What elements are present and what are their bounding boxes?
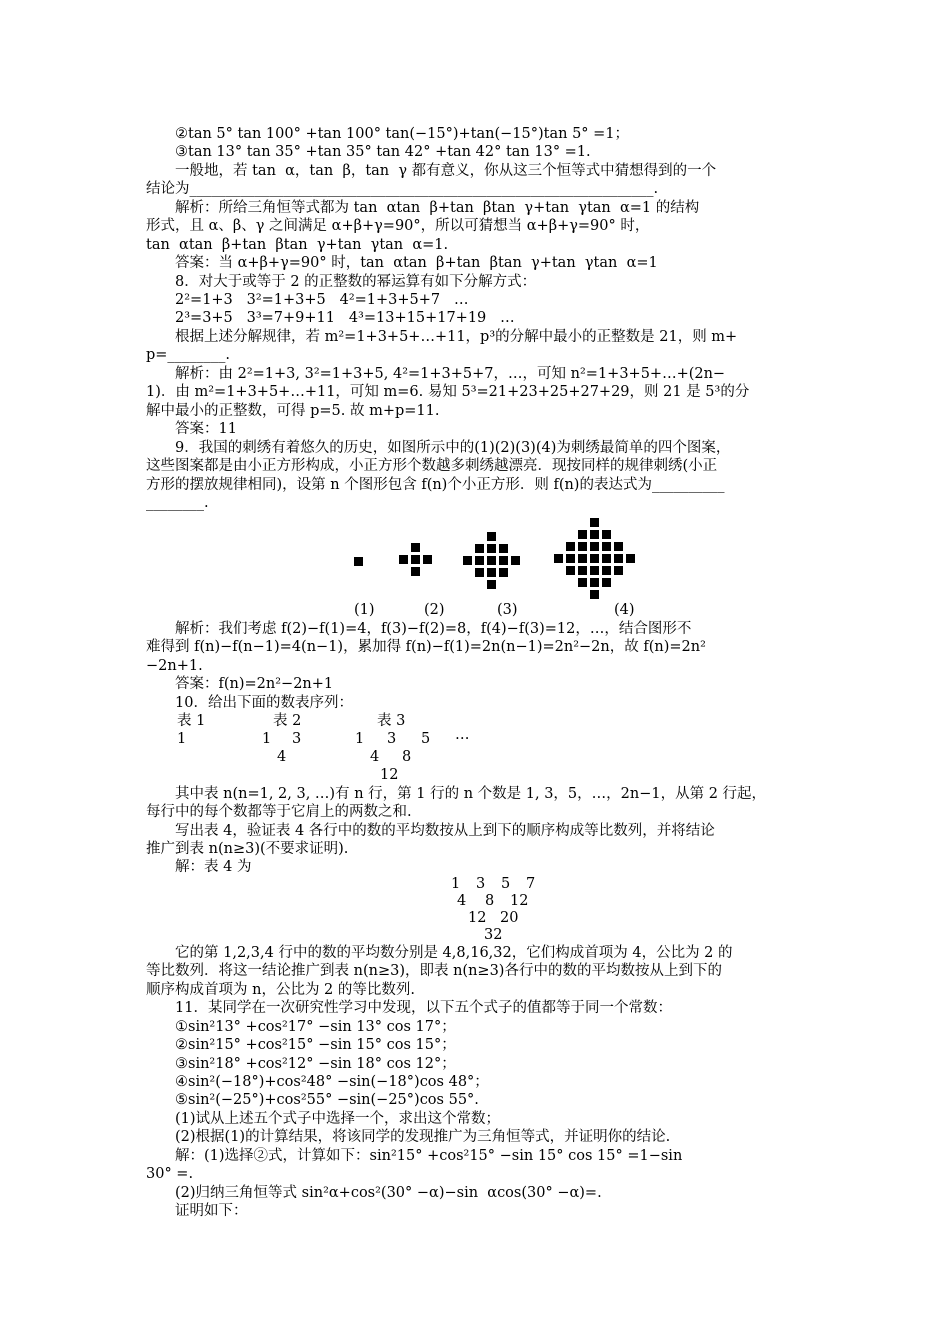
pattern-square	[487, 580, 496, 589]
table-cell: 20	[500, 910, 519, 926]
table-cell: 4	[457, 893, 467, 909]
text-line: 2²=1+3 3²=1+3+5 4²=1+3+5+7 …	[175, 292, 469, 308]
table-cell: 4	[277, 749, 287, 765]
pattern-square	[578, 554, 587, 563]
pattern-square	[499, 556, 508, 565]
pattern-square	[423, 555, 432, 564]
table-cell: 12	[380, 767, 399, 783]
table-cell: 1	[451, 876, 461, 892]
text-line: 30° =.	[146, 1166, 194, 1182]
text-line: 顺序构成首项为 n，公比为 2 的等比数列.	[146, 982, 415, 998]
text-line: 等比数列．将这一结论推广到表 n(n≥3)，即表 n(n≥3)各行中的数的平均数按从上到下的	[146, 963, 722, 979]
pattern-square	[590, 542, 599, 551]
pattern-square	[590, 530, 599, 539]
text-line: tan αtan β+tan βtan γ+tan γtan α=1.	[146, 237, 449, 253]
text-line: 2³=3+5 3³=7+9+11 4³=13+15+17+19 …	[175, 310, 515, 326]
formula-line: ⑤sin²(−25°)+cos²55° −sin(−25°)cos 55°.	[175, 1092, 479, 1108]
text-line: 其中表 n(n=1, 2, 3, …)有 n 行，第 1 行的 n 个数是 1, 3，5，…，2n−1，从第 2 行起，	[175, 786, 767, 802]
text-line: 方形的摆放规律相同)，设第 n 个图形包含 f(n)个小正方形．则 f(n)的表达式为__________	[146, 477, 725, 493]
pattern-square	[475, 544, 484, 553]
pattern-square	[578, 578, 587, 587]
text-line: 写出表 4，验证表 4 各行中的数的平均数按从上到下的顺序构成等比数列，并将结论	[175, 823, 715, 839]
text-line: 解：(1)选择②式，计算如下：sin²15° +cos²15° −sin 15° cos 15° =1−sin	[175, 1148, 683, 1164]
pattern-square	[487, 532, 496, 541]
formula-line: ①sin²13° +cos²17° −sin 13° cos 17°；	[175, 1019, 456, 1035]
pattern-square	[554, 554, 563, 563]
pattern-square	[578, 566, 587, 575]
pattern-square	[590, 578, 599, 587]
pattern-square	[487, 544, 496, 553]
pattern-square	[511, 556, 520, 565]
text-line: 解：表 4 为	[175, 859, 252, 875]
pattern-square	[566, 554, 575, 563]
text-line: 一般地，若 tan α，tan β，tan γ 都有意义，你从这三个恒等式中猜想得到的一个	[175, 163, 717, 179]
pattern-square	[578, 530, 587, 539]
pattern-square	[411, 555, 420, 564]
text-line: 解析：由 2²=1+3, 3²=1+3+5, 4²=1+3+5+7，…，可知 n²=1+3+5+…+(2n−	[175, 366, 726, 382]
pattern-square	[590, 554, 599, 563]
pattern-square	[590, 590, 599, 599]
text-line: 根据上述分解规律，若 m²=1+3+5+…+11，p³的分解中最小的正整数是 21，则 m+	[175, 329, 738, 345]
table-cell: 8	[402, 749, 412, 765]
text-line: p=________.	[146, 347, 231, 363]
pattern-square	[499, 568, 508, 577]
text-line: 形式，且 α、β、γ 之间满足 α+β+γ=90°，所以可猜想当 α+β+γ=90° 时，	[146, 218, 650, 234]
pattern-square	[354, 557, 363, 566]
table-cell: 1	[355, 731, 365, 747]
table-cell: 1	[177, 731, 187, 747]
pattern-square	[499, 544, 508, 553]
text-line: 这些图案都是由小正方形构成，小正方形个数越多刺绣越漂亮．现按同样的规律刺绣(小正	[146, 458, 718, 474]
question-11: 11．某同学在一次研究性学习中发现，以下五个式子的值都等于同一个常数：	[175, 1000, 672, 1016]
text-line: (2)归纳三角恒等式 sin²α+cos²(30° −α)−sin αcos(30° −α)=.	[175, 1185, 602, 1201]
table-cell: 5	[421, 731, 431, 747]
pattern-square	[614, 542, 623, 551]
table-header: 表 2	[273, 713, 302, 729]
pattern-square	[463, 556, 472, 565]
text-line: 1)．由 m²=1+3+5+…+11，可知 m=6. 易知 5³=21+23+25+27+29，则 21 是 5³的分	[146, 384, 750, 400]
pattern-square	[602, 554, 611, 563]
formula-line: ②sin²15° +cos²15° −sin 15° cos 15°；	[175, 1037, 456, 1053]
table-cell: 32	[484, 927, 503, 943]
table-cell: 3	[387, 731, 397, 747]
figure-caption: (2)	[424, 602, 445, 618]
table-header: 表 1	[177, 713, 206, 729]
pattern-square	[578, 542, 587, 551]
pattern-square	[487, 556, 496, 565]
table-cell: 5	[501, 876, 511, 892]
text-line: 推广到表 n(n≥3)(不要求证明).	[146, 841, 349, 857]
pattern-square	[399, 555, 408, 564]
table-ellipsis: …	[455, 727, 470, 743]
table-cell: 8	[485, 893, 495, 909]
pattern-square	[602, 530, 611, 539]
text-line: (1)试从上述五个式子中选择一个，求出这个常数；	[175, 1111, 501, 1127]
figure-caption: (4)	[614, 602, 635, 618]
text-line: 解析：我们考虑 f(2)−f(1)=4，f(3)−f(2)=8，f(4)−f(3)=12，…，结合图形不	[175, 621, 692, 637]
pattern-square	[475, 568, 484, 577]
text-line: 答案：11	[175, 421, 237, 437]
text-line: 结论为________________________________________________________________.	[146, 181, 659, 197]
text-line: 难得到 f(n)−f(n−1)=4(n−1)，累加得 f(n)−f(1)=2n(n−1)=2n²−2n，故 f(n)=2n²	[146, 639, 706, 655]
table-cell: 7	[526, 876, 536, 892]
pattern-square	[566, 542, 575, 551]
pattern-square	[590, 518, 599, 527]
text-line: 解中最小的正整数，可得 p=5. 故 m+p=11.	[146, 403, 440, 419]
pattern-square	[411, 543, 420, 552]
text-line: ________.	[146, 495, 209, 511]
pattern-square	[602, 542, 611, 551]
text-line: (2)根据(1)的计算结果，将该同学的发现推广为三角恒等式，并证明你的结论.	[175, 1129, 671, 1145]
pattern-square	[626, 554, 635, 563]
text-line: 它的第 1,2,3,4 行中的数的平均数分别是 4,8,16,32，它们构成首项为 4，公比为 2 的	[175, 945, 733, 961]
text-line: ②tan 5° tan 100° +tan 100° tan(−15°)+tan(−15°)tan 5° =1；	[175, 126, 630, 142]
text-line: −2n+1.	[146, 658, 203, 674]
pattern-square	[614, 566, 623, 575]
table-cell: 12	[468, 910, 487, 926]
text-line: 答案：f(n)=2n²−2n+1	[175, 676, 334, 692]
pattern-square	[487, 568, 496, 577]
pattern-square	[566, 566, 575, 575]
text-line: 证明如下：	[175, 1203, 248, 1219]
figure-caption: (1)	[354, 602, 375, 618]
pattern-square	[411, 567, 420, 576]
table-cell: 12	[510, 893, 529, 909]
pattern-square	[590, 566, 599, 575]
text-line: 答案：当 α+β+γ=90° 时，tan αtan β+tan βtan γ+tan γtan α=1	[175, 255, 658, 271]
text-line: 解析：所给三角恒等式都为 tan αtan β+tan βtan γ+tan γtan α=1 的结构	[175, 200, 700, 216]
pattern-square	[602, 578, 611, 587]
table-header: 表 3	[377, 713, 406, 729]
pattern-square	[602, 566, 611, 575]
table-cell: 3	[292, 731, 302, 747]
table-cell: 4	[370, 749, 380, 765]
question-10: 10．给出下面的数表序列：	[175, 695, 353, 711]
table-cell: 1	[262, 731, 272, 747]
question-8: 8．对大于或等于 2 的正整数的幂运算有如下分解方式：	[175, 274, 537, 290]
pattern-square	[614, 554, 623, 563]
text-line: ③tan 13° tan 35° +tan 35° tan 42° +tan 42° tan 13° =1.	[175, 144, 591, 160]
formula-line: ③sin²18° +cos²12° −sin 18° cos 12°；	[175, 1056, 456, 1072]
pattern-square	[475, 556, 484, 565]
table-cell: 3	[476, 876, 486, 892]
figure-caption: (3)	[497, 602, 518, 618]
question-9: 9．我国的刺绣有着悠久的历史，如图所示中的(1)(2)(3)(4)为刺绣最简单的四个图案，	[175, 440, 731, 456]
formula-line: ④sin²(−18°)+cos²48° −sin(−18°)cos 48°；	[175, 1074, 489, 1090]
text-line: 每行中的每个数都等于它肩上的两数之和.	[146, 804, 412, 820]
